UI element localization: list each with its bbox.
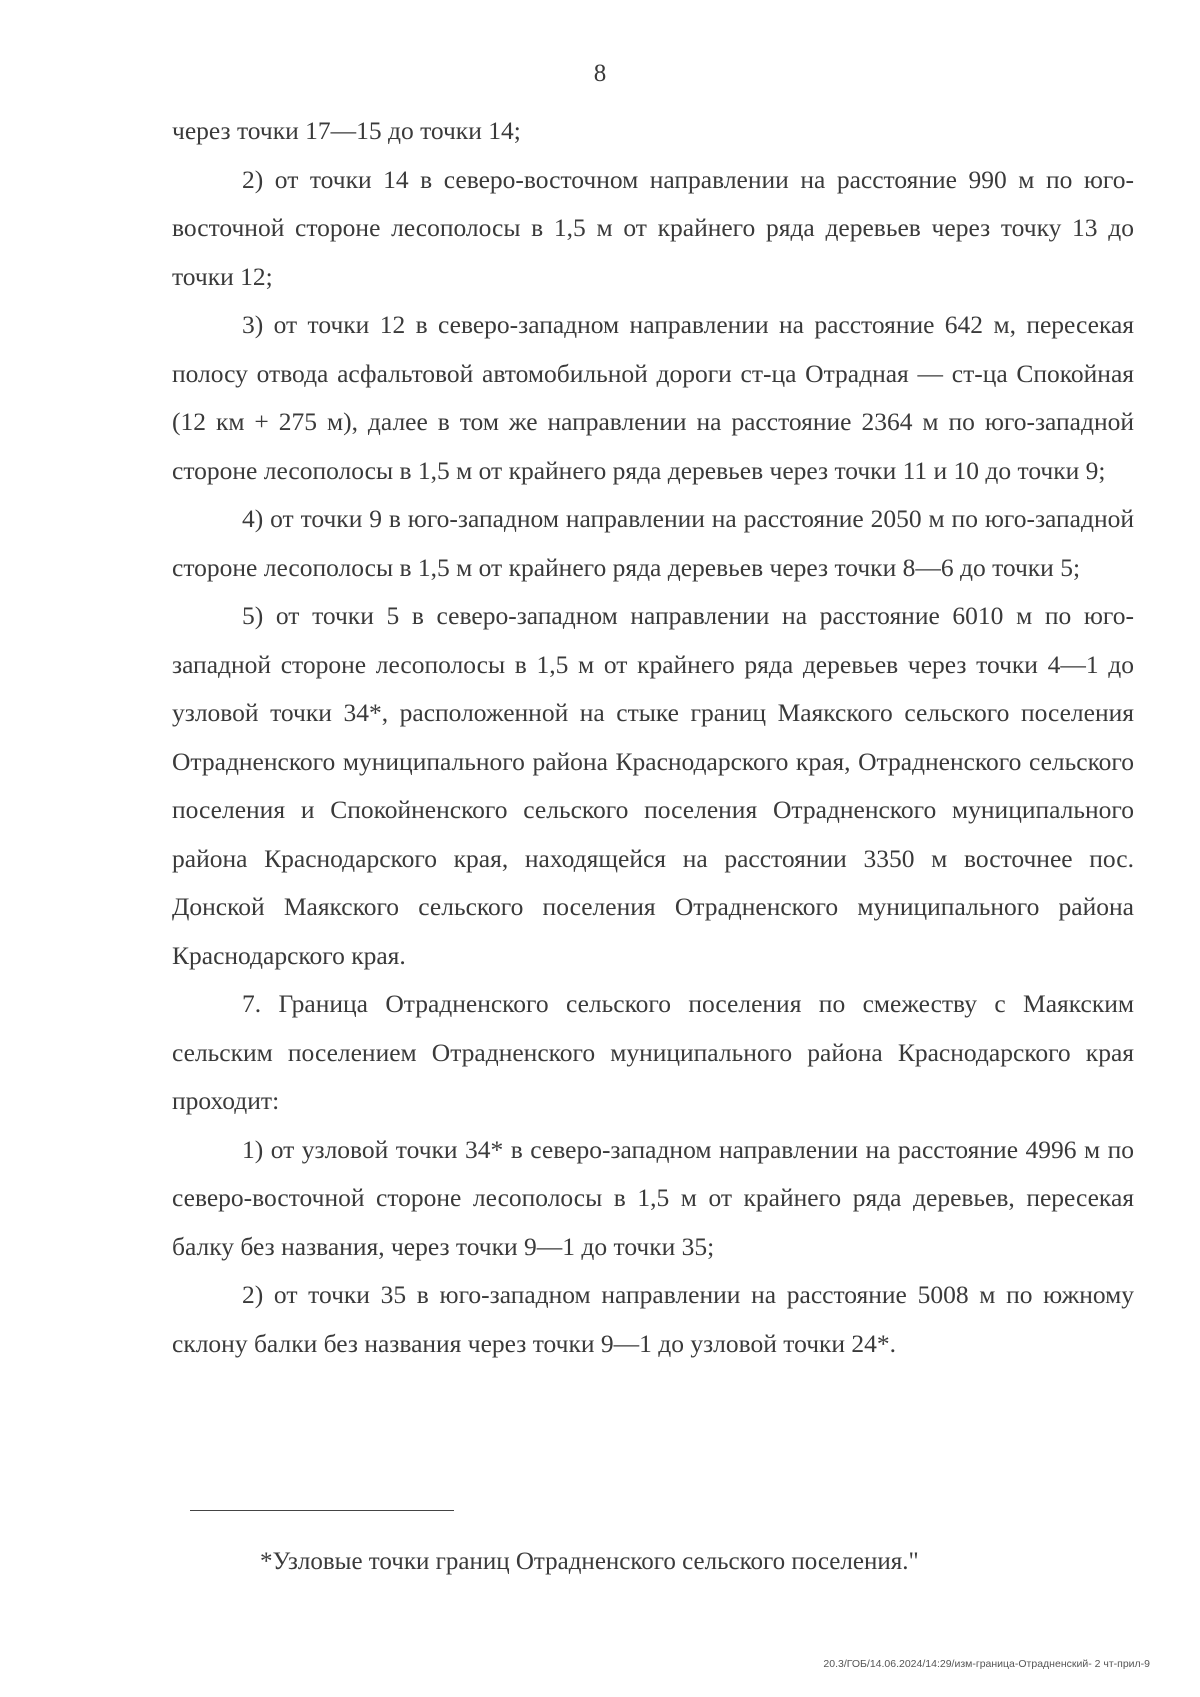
paragraph-section-7: 7. Граница Отрадненского сельского поселения по смежеству с Маякским сельским поселением Отрадненского муниципального района Краснодарского края проходит:	[172, 989, 1134, 1115]
document-body	[172, 107, 1134, 1368]
paragraph-item-4: 4) от точки 9 в юго-западном направлении на расстояние 2050 м по юго-западной стороне лесополосы в 1,5 м от крайнего ряда деревьев через точки 8—6 до точки 5;	[172, 504, 1134, 582]
footnote: *Узловые точки границ Отрадненского сельского поселения."	[260, 1548, 919, 1575]
paragraph-section-7-item-1: 1) от узловой точки 34* в северо-западном направлении на расстояние 4996 м по северо-восточной стороне лесополосы в 1,5 м от крайнего ряда деревьев, пересекая балку без названия, через точки 9—1 до точки 35;	[172, 1134, 1134, 1261]
paragraph-item-2: 2) от точки 14 в северо-восточном направлении на расстояние 990 м по юго-восточной стороне лесополосы в 1,5 м от крайнего ряда деревьев через точку 13 до точки 12;	[172, 164, 1134, 291]
paragraph-item-3: 3) от точки 12 в северо-западном направлении на расстояние 642 м, пересекая полосу отвода асфальтовой автомобильной дороги ст-ца Отрадная — ст-ца Спокойная (12 км + 275 м), далее в том же направлении на расстояние 2364 м по юго-западной стороне лесополосы в 1,5 м от крайнего ряда деревьев через точки 11 и 10 до точки 9;	[172, 310, 1134, 485]
paragraph-continuation: через точки 17—15 до точки 14;	[172, 116, 521, 145]
paragraph-item-5: 5) от точки 5 в северо-западном направлении на расстояние 6010 м по юго-западной стороне лесополосы в 1,5 м от крайнего ряда деревьев через точки 4—1 до узловой точки 34*, расположенной на стыке границ Маякского сельского поселения Отрадненского муниципального района Краснодарского края, Отрадненского сельского поселения и Спокойненского сельского поселения Отрадненского муниципального района Краснодарского края, находящейся на расстоянии 3350 м восточнее пос. Донской Маякского сельского поселения Отрадненского муниципального района Краснодарского края.	[172, 601, 1134, 970]
footnote-divider	[190, 1510, 454, 1511]
paragraph-section-7-item-2: 2) от точки 35 в юго-западном направлении на расстояние 5008 м по южному склону балки без названия через точки 9—1 до узловой точки 24*.	[172, 1280, 1134, 1358]
page-number: 8	[593, 60, 607, 87]
file-stamp: 20.3/ГОБ/14.06.2024/14:29/изм-граница-Отрадненский- 2 чт-прил-9	[823, 1658, 1150, 1670]
